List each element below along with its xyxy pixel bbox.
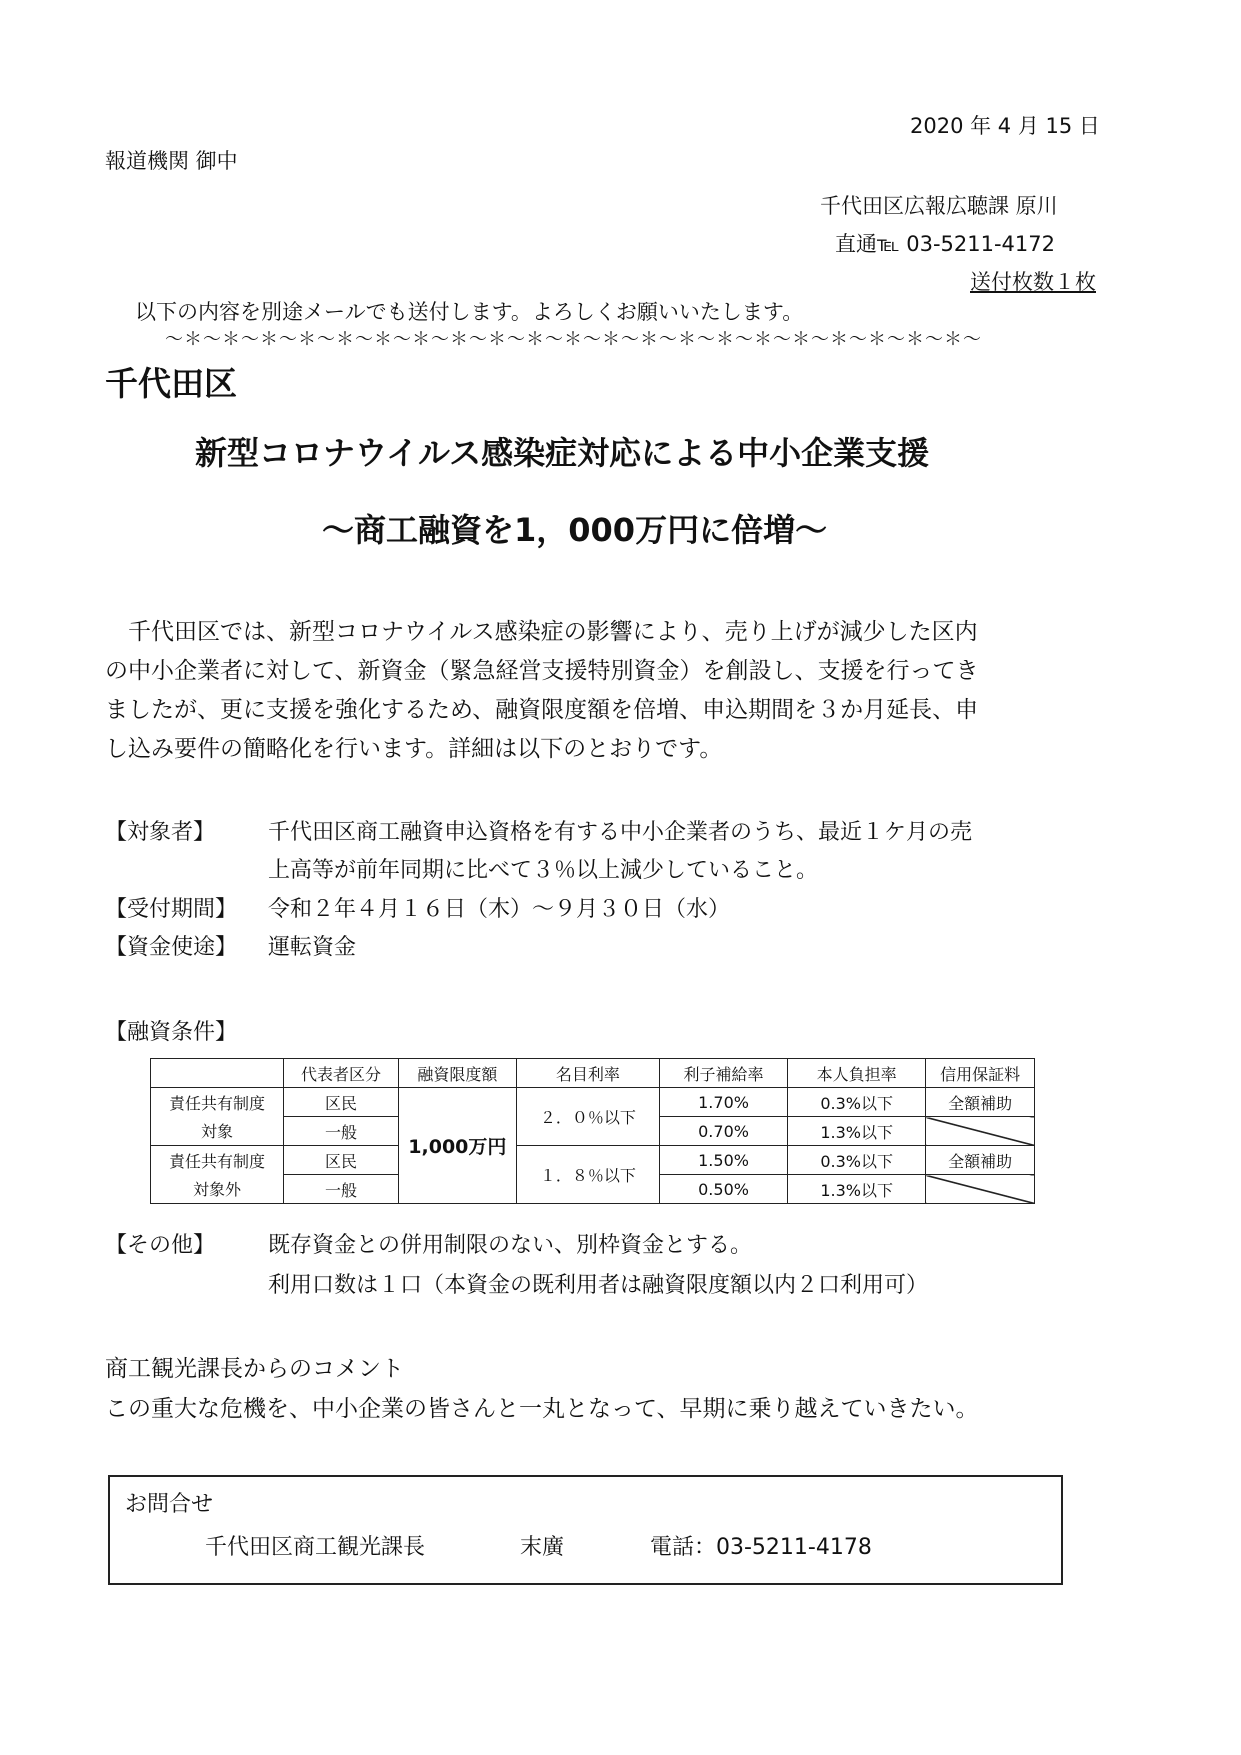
comment-text: この重大な危機を、中小企業の皆さんと一丸となって、早期に乗り越えていきたい。 bbox=[105, 1396, 979, 1422]
headline: 新型コロナウイルス感染症対応による中小企業支援 bbox=[195, 434, 930, 472]
group-label: 対象外 bbox=[151, 1175, 284, 1204]
recipient: 報道機関 御中 bbox=[105, 149, 238, 173]
group-label: 責任共有制度 bbox=[151, 1088, 284, 1117]
use-value: 運転資金 bbox=[268, 935, 357, 960]
subsidy-cell: 0.70% bbox=[660, 1117, 788, 1146]
subsidy-cell: 0.50% bbox=[660, 1175, 788, 1204]
contact-heading: お問合せ bbox=[125, 1492, 214, 1517]
body-paragraph-line: 千代田区では、新型コロナウイルス感染症の影響により、売り上げが減少した区内 bbox=[105, 619, 978, 645]
guarantee-cell: 全額補助 bbox=[926, 1146, 1035, 1175]
subsidy-cell: 1.70% bbox=[660, 1088, 788, 1117]
date: 2020 年 4 月 15 日 bbox=[910, 114, 1100, 138]
target-text: 千代田区商工融資申込資格を有する中小企業者のうち、最近１ケ月の売 bbox=[268, 820, 973, 845]
comment-heading: 商工観光課長からのコメント bbox=[105, 1356, 404, 1382]
body-paragraph-line: し込み要件の簡略化を行います。詳細は以下のとおりです。 bbox=[105, 736, 723, 762]
sheet-count: 送付枚数１枚 bbox=[970, 270, 1096, 294]
table-header: 信用保証料 bbox=[926, 1059, 1035, 1088]
subheadline: 〜商工融資を1，000万円に倍増〜 bbox=[322, 511, 828, 549]
table-header: 名目利率 bbox=[516, 1059, 659, 1088]
table-row bbox=[151, 1088, 1035, 1117]
table-header-row bbox=[151, 1059, 1035, 1088]
guarantee-cell-blank bbox=[926, 1175, 1035, 1204]
other-text: 利用口数は１口（本資金の既利用者は融資限度額以内２口利用可） bbox=[268, 1273, 929, 1298]
category-cell: 一般 bbox=[284, 1175, 399, 1204]
body-paragraph-line: の中小企業者に対して、新資金（緊急経営支援特別資金）を創設し、支援を行ってき bbox=[105, 658, 979, 684]
contact-phone: 電話：03-5211-4178 bbox=[650, 1535, 872, 1560]
table-header: 代表者区分 bbox=[284, 1059, 399, 1088]
group-label: 対象 bbox=[151, 1117, 284, 1146]
other-label: 【その他】 bbox=[105, 1233, 216, 1258]
rate-cell: ２．０％以下 bbox=[516, 1088, 659, 1146]
burden-cell: 0.3%以下 bbox=[788, 1088, 926, 1117]
period-label: 【受付期間】 bbox=[105, 897, 238, 922]
subsidy-cell: 1.50% bbox=[660, 1146, 788, 1175]
burden-cell: 0.3%以下 bbox=[788, 1146, 926, 1175]
target-text: 上高等が前年同期に比べて３％以上減少していること。 bbox=[268, 858, 819, 883]
organization-title: 千代田区 bbox=[105, 364, 237, 403]
table-header: 融資限度額 bbox=[398, 1059, 516, 1088]
table-header: 利子補給率 bbox=[660, 1059, 788, 1088]
category-cell: 一般 bbox=[284, 1117, 399, 1146]
target-label: 【対象者】 bbox=[105, 820, 216, 845]
table-row bbox=[151, 1146, 1035, 1175]
direct-line: 直通℡ 03-5211-4172 bbox=[835, 232, 1055, 256]
use-label: 【資金使途】 bbox=[105, 935, 238, 960]
group-label: 責任共有制度 bbox=[151, 1146, 284, 1175]
table-header-empty bbox=[151, 1059, 284, 1088]
other-text: 既存資金との併用制限のない、別枠資金とする。 bbox=[268, 1233, 753, 1258]
loan-conditions-label: 【融資条件】 bbox=[105, 1020, 238, 1045]
divider: 〜＊〜＊〜＊〜＊〜＊〜＊〜＊〜＊〜＊〜＊〜＊〜＊〜＊〜＊〜＊〜＊〜＊〜＊〜＊〜＊〜＊〜 bbox=[165, 329, 982, 350]
period-value: 令和２年４月１６日（木）〜９月３０日（水） bbox=[268, 897, 731, 922]
guarantee-cell: 全額補助 bbox=[926, 1088, 1035, 1117]
burden-cell: 1.3%以下 bbox=[788, 1175, 926, 1204]
contact-name: 末廣 bbox=[520, 1535, 565, 1560]
category-cell: 区民 bbox=[284, 1088, 399, 1117]
contact-department: 千代田区商工観光課長 bbox=[205, 1535, 426, 1560]
burden-cell: 1.3%以下 bbox=[788, 1117, 926, 1146]
sender: 千代田区広報広聴課 原川 bbox=[820, 194, 1058, 218]
table-header: 本人負担率 bbox=[788, 1059, 926, 1088]
notice-text: 以下の内容を別途メールでも送付します。よろしくお願いいたします。 bbox=[135, 300, 804, 324]
rate-cell: １．８％以下 bbox=[516, 1146, 659, 1204]
body-paragraph-line: ましたが、更に支援を強化するため、融資限度額を倍増、申込期間を３か月延長、申 bbox=[105, 697, 979, 723]
guarantee-cell-blank bbox=[926, 1117, 1035, 1146]
category-cell: 区民 bbox=[284, 1146, 399, 1175]
loan-conditions-table bbox=[150, 1058, 1035, 1204]
limit-cell: 1,000万円 bbox=[398, 1088, 516, 1204]
